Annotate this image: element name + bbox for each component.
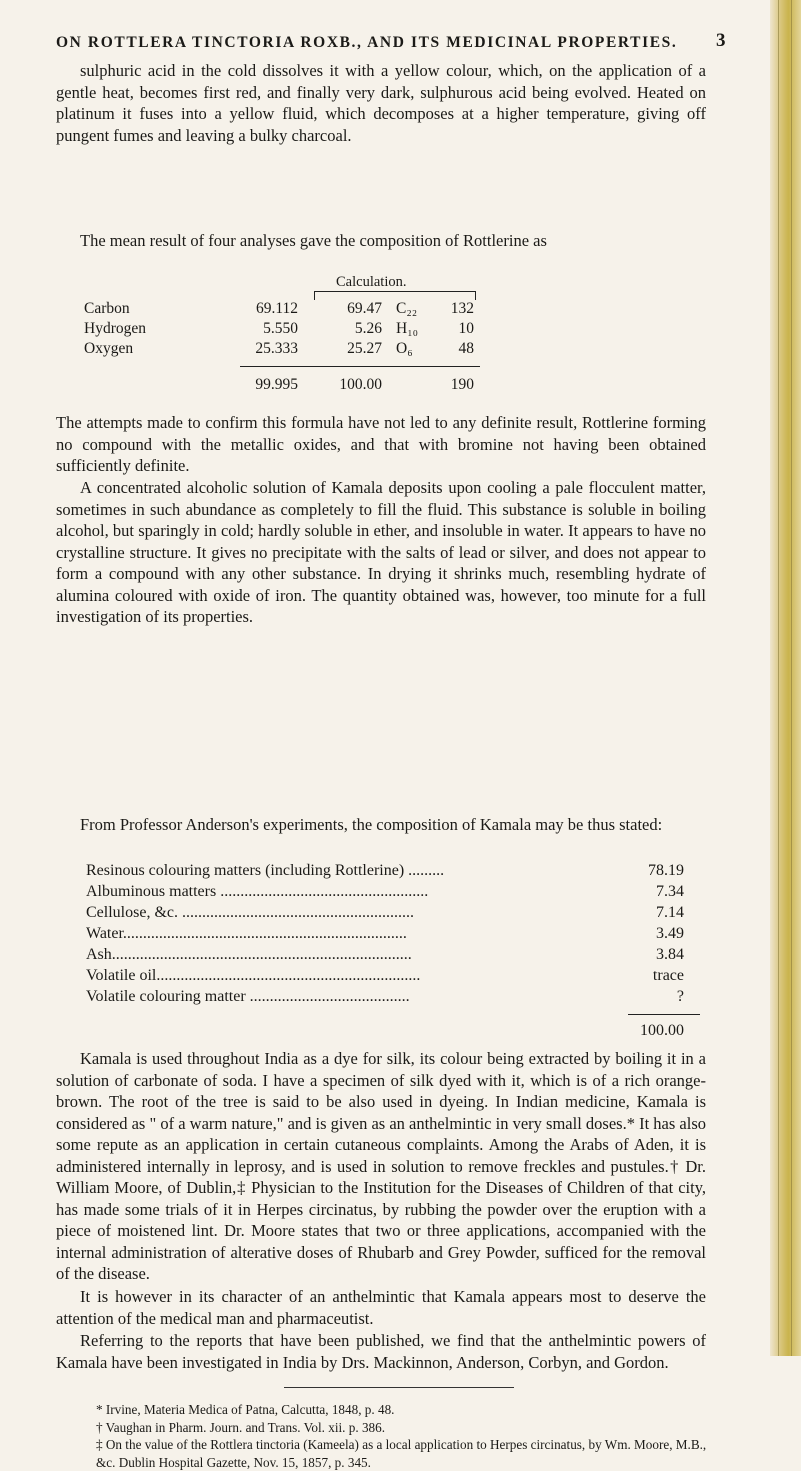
component-value: 78.19 [648,862,684,879]
atomic-weight: 132 [450,300,474,317]
component-label: Volatile colouring matter ........................................ [86,988,410,1005]
formula-term: O₆ [396,340,413,357]
mean-value: 5.550 [263,320,298,337]
calc-value: 5.26 [354,320,382,337]
calc-value: 25.27 [347,340,382,357]
component-label: Water....................................................................... [86,925,407,942]
atomic-weight: 48 [458,340,474,357]
atomic-weight: 10 [458,320,474,337]
paragraph-text: It is however in its character of an anthelmintic that Kamala appears most to deserve the attention of the medical man and pharmaceutist. [56,1287,706,1328]
paragraph-text: A concentrated alcoholic solution of Kamala deposits upon cooling a pale flocculent matter, sometimes in such abundance as completely to fill the fluid. This substance is soluble in boiling alcohol, but sparingly in cold; hardly soluble in ether, and insoluble in water. It appears to have no crystalline structure. It gives no precipitate with the salts of lead or silver, and does not appear to form a compound with any other substance. In drying it shrinks much, resembling hydrate of alumina coloured with oxide of iron. The quantity obtained was, however, too minute for a full investigation of its properties. [56,478,706,626]
paragraph-anthelmintic [56,1286,706,1329]
page-number: 3 [716,30,726,51]
mean-value: 25.333 [255,340,298,357]
table-row [86,946,706,968]
paragraph-reports [56,1330,706,1373]
component-label: Cellulose, &c. .......................................................... [86,904,414,921]
component-value: 3.84 [656,946,684,963]
sum-rule [240,366,480,367]
calc-total: 100.00 [339,376,382,393]
formula-term: H₁₀ [396,320,419,337]
paragraph-text: Referring to the reports that have been published, we find that the anthelmintic powers of Kamala have been investigated in India by Drs. Mackinnon, Anderson, Corbyn, and Gordon. [56,1331,706,1372]
component-value: trace [652,967,684,984]
edge-line [778,0,779,1356]
footnotes [96,1401,716,1471]
component-value: 7.34 [656,883,684,900]
element-name: Oxygen [84,340,134,357]
mean-total: 99.995 [255,376,298,393]
paragraph-concentrated [56,477,706,628]
weight-total: 190 [450,376,474,393]
paragraph-sulphuric-acid [56,60,706,146]
component-value: 3.49 [656,925,684,942]
footnote: * Irvine, Materia Medica of Patna, Calcutta, 1848, p. 48. [96,1402,395,1417]
footnote-rule [284,1387,514,1388]
table-row [86,925,706,947]
calc-value: 69.47 [347,300,382,317]
mean-value: 69.112 [255,300,298,317]
paragraph-dye [56,1048,706,1285]
totals-row [86,1022,706,1044]
footnote: † Vaughan in Pharm. Journ. and Trans. Vol. xii. p. 386. [96,1419,386,1435]
component-value: 7.14 [656,904,684,921]
table-row [86,904,706,926]
component-label: Albuminous matters .................................................... [86,883,429,900]
sum-rule [628,1014,700,1015]
table-row [86,967,706,989]
calculation-brace [314,291,476,300]
paragraph-text: The attempts made to confirm this formula have not led to any definite result, Rottlerine forming no compound with the metallic oxides, and that with bromine not having been obtained sufficiently definite. [56,413,706,475]
calculation-header: Calculation. [336,274,407,290]
component-value: ? [676,988,684,1005]
element-name: Carbon [84,300,130,317]
paragraph-anderson [56,814,706,836]
paragraph-text: From Professor Anderson's experiments, the composition of Kamala may be thus stated: [80,815,663,834]
paragraph-attempts [56,412,706,477]
composition-total: 100.00 [640,1022,684,1039]
paragraph-text: sulphuric acid in the cold dissolves it with a yellow colour, which, on the application of a gentle heat, becomes first red, and finally very dark, sulphurous acid being evolved. Heated on platinum it fuses into a yellow fluid, which decomposes at a higher temperature, giving off pungent fumes and leaving a bulky charcoal. [56,61,706,145]
edge-line [791,0,792,1356]
footnote: ‡ On the value of the Rottlera tinctoria (Kameela) as a local application to Herpes circinatus, by Wm. Moore, M.B., &c. Dublin Hospital Gazette, Nov. 15, 1857, p. 345. [96,1437,707,1470]
formula-term: C₂₂ [396,300,418,317]
page-edge [770,0,801,1356]
table-row [86,988,706,1010]
element-name: Hydrogen [84,320,146,337]
running-head: ON ROTTLERA TINCTORIA ROXB., AND ITS MEDICINAL PROPERTIES. [56,34,678,51]
table-row [86,862,706,884]
table-row [86,883,706,905]
paragraph-text: Kamala is used throughout India as a dye for silk, its colour being extracted by boiling it in a solution of carbonate of soda. I have a specimen of silk dyed with it, which is of a rich orange-brown. The root of the tree is said to be also used in dyeing. In Indian medicine, Kamala is considered as " of a warm nature," and is given as an anthelmintic in very small doses.* It has also some repute as an application in certain cutaneous complaints. Among the Arabs of Aden, it is administered internally in leprosy, and is used in solution to remove freckles and pustules.† Dr. William Moore, of Dublin,‡ Physician to the Institution for the Diseases of Children of that city, has made some trials of it in Herpes circinatus, by rubbing the powder over the eruption with a piece of moistened lint. Dr. Moore states that two or three applications, accompanied with the internal administration of alterative doses of Rhubarb and Grey Powder, sufficed for the removal of the disease. [56,1049,706,1283]
component-label: Resinous colouring matters (including Rottlerine) ......... [86,862,445,879]
component-label: Ash........................................................................... [86,946,412,963]
paragraph-mean-result [56,230,706,252]
component-label: Volatile oil.................................................................. [86,967,421,984]
paragraph-text: The mean result of four analyses gave the composition of Rottlerine as [80,231,547,250]
